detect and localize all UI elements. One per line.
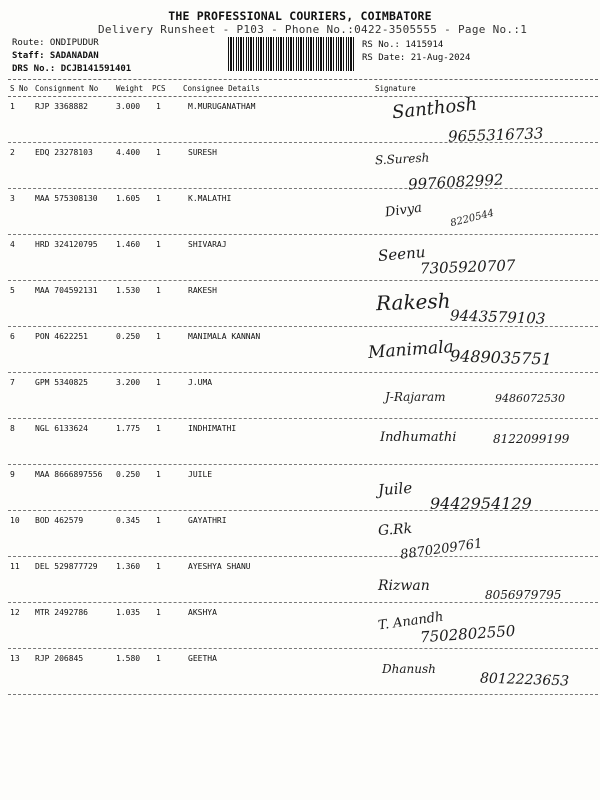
runsheet-subtitle: Delivery Runsheet - P103 - Phone No.:0422-3505555 - Page No.:1 xyxy=(98,23,528,36)
cell-sno: 13 xyxy=(10,654,20,663)
cell-weight: 3.000 xyxy=(116,102,141,111)
cell-weight: 1.035 xyxy=(116,608,141,617)
cell-pcs: 1 xyxy=(156,148,161,157)
col-sno: S No xyxy=(10,84,29,93)
cell-weight: 4.400 xyxy=(116,148,141,157)
rs-date: RS Date: 21-Aug-2024 xyxy=(362,53,471,63)
signature-name: J-Rajaram xyxy=(385,390,446,404)
rs-number: RS No.: 1415914 xyxy=(362,40,444,50)
signature-phone: 9442954129 xyxy=(430,494,532,513)
cell-consignee: M.MURUGANATHAM xyxy=(188,102,256,111)
cell-consignee: SURESH xyxy=(188,148,217,157)
drs-number: DRS No.: DCJB141591401 xyxy=(12,64,132,74)
col-consignment: Consignment No xyxy=(35,84,99,93)
cell-consignment: BOD 462579 xyxy=(35,516,84,525)
header-divider xyxy=(8,79,598,80)
cell-sno: 9 xyxy=(10,470,15,479)
cell-sno: 2 xyxy=(10,148,15,157)
col-consignee: Consignee Details xyxy=(183,84,260,93)
cell-sno: 4 xyxy=(10,240,15,249)
signature-name: Rizwan xyxy=(378,578,430,594)
cell-pcs: 1 xyxy=(156,562,161,571)
signature-name: Juile xyxy=(377,478,413,500)
cell-consignee: AKSHYA xyxy=(188,608,217,617)
cell-consignee: GAYATHRI xyxy=(188,516,227,525)
signature-phone: 8122099199 xyxy=(493,432,570,446)
signature-phone: 8220544 xyxy=(449,207,496,230)
signature-name: Seenu xyxy=(377,242,427,266)
cell-weight: 0.345 xyxy=(116,516,141,525)
row-divider xyxy=(8,602,598,603)
cell-weight: 0.250 xyxy=(116,332,141,341)
row-divider xyxy=(8,694,598,695)
cell-consignment: MAA 575308130 xyxy=(35,194,98,203)
cell-pcs: 1 xyxy=(156,194,161,203)
cell-sno: 11 xyxy=(10,562,20,571)
cell-weight: 1.460 xyxy=(116,240,141,249)
cell-consignment: MAA 8666897556 xyxy=(35,470,103,479)
col-pcs: PCS xyxy=(152,84,166,93)
cell-consignment: HRD 324120795 xyxy=(35,240,98,249)
cell-pcs: 1 xyxy=(156,102,161,111)
col-signature: Signature xyxy=(375,84,416,93)
cell-pcs: 1 xyxy=(156,332,161,341)
row-divider xyxy=(8,464,598,465)
cell-pcs: 1 xyxy=(156,470,161,479)
table-header xyxy=(0,84,600,96)
signature-phone: 7305920707 xyxy=(419,256,516,278)
table-header-divider xyxy=(8,96,598,97)
signature-phone: 7502802550 xyxy=(419,621,516,647)
cell-consignee: JUILE xyxy=(188,470,213,479)
barcode-image xyxy=(228,37,356,71)
cell-sno: 6 xyxy=(10,332,15,341)
cell-pcs: 1 xyxy=(156,654,161,663)
cell-sno: 5 xyxy=(10,286,15,295)
cell-pcs: 1 xyxy=(156,240,161,249)
cell-weight: 0.250 xyxy=(116,470,141,479)
signature-phone: 9655316733 xyxy=(447,124,544,146)
row-divider xyxy=(8,418,598,419)
cell-pcs: 1 xyxy=(156,378,161,387)
signature-name: Divya xyxy=(384,200,423,221)
row-divider xyxy=(8,188,598,189)
table-row xyxy=(0,191,600,237)
cell-sno: 7 xyxy=(10,378,15,387)
cell-consignment: NGL 6133624 xyxy=(35,424,88,433)
signature-name: T. Anandh xyxy=(377,609,445,634)
cell-consignee: INDHIMATHI xyxy=(188,424,237,433)
signature-name: G.Rk xyxy=(377,520,413,540)
signature-phone: 9443579103 xyxy=(449,306,546,328)
cell-sno: 10 xyxy=(10,516,20,525)
cell-consignment: RJP 206845 xyxy=(35,654,84,663)
signature-name: Indhumathi xyxy=(380,430,457,445)
signature-name: Santhosh xyxy=(391,93,479,124)
table-row xyxy=(0,513,600,559)
row-divider xyxy=(8,556,598,557)
row-divider xyxy=(8,280,598,281)
signature-name: Rakesh xyxy=(375,288,451,316)
signature-phone: 9486072530 xyxy=(495,392,565,405)
cell-consignment: MAA 704592131 xyxy=(35,286,98,295)
cell-consignment: GPM 5340825 xyxy=(35,378,88,387)
cell-weight: 1.580 xyxy=(116,654,141,663)
cell-consignee: AYESHYA SHANU xyxy=(188,562,251,571)
cell-consignee: RAKESH xyxy=(188,286,217,295)
signature-name: Dhanush xyxy=(382,662,436,676)
cell-weight: 1.605 xyxy=(116,194,141,203)
cell-consignment: EDQ 23278103 xyxy=(35,148,93,157)
cell-weight: 1.530 xyxy=(116,286,141,295)
cell-consignment: RJP 3368882 xyxy=(35,102,88,111)
signature-phone: 8012223653 xyxy=(479,670,570,690)
signature-phone: 8870209761 xyxy=(399,536,484,563)
cell-weight: 1.360 xyxy=(116,562,141,571)
signature-phone: 9489035751 xyxy=(449,346,553,369)
signature-name: Manimala xyxy=(367,337,455,363)
cell-sno: 1 xyxy=(10,102,15,111)
row-divider xyxy=(8,372,598,373)
row-divider xyxy=(8,234,598,235)
cell-consignee: SHIVARAJ xyxy=(188,240,227,249)
cell-weight: 1.775 xyxy=(116,424,141,433)
cell-sno: 3 xyxy=(10,194,15,203)
cell-consignee: MANIMALA KANNAN xyxy=(188,332,261,341)
cell-consignee: K.MALATHI xyxy=(188,194,232,203)
cell-pcs: 1 xyxy=(156,608,161,617)
row-divider xyxy=(8,648,598,649)
staff-label: Staff: SADANADAN xyxy=(12,51,99,61)
table-row xyxy=(0,145,600,191)
signature-phone: 8056979795 xyxy=(485,588,562,602)
route-label: Route: ONDIPUDUR xyxy=(12,38,99,48)
cell-weight: 3.200 xyxy=(116,378,141,387)
cell-consignment: PON 4622251 xyxy=(35,332,88,341)
cell-consignee: J.UMA xyxy=(188,378,213,387)
cell-consignment: MTR 2492786 xyxy=(35,608,88,617)
cell-consignment: DEL 529877729 xyxy=(35,562,98,571)
cell-consignee: GEETHA xyxy=(188,654,217,663)
col-weight: Weight xyxy=(116,84,144,93)
signature-phone: 9976082992 xyxy=(407,170,504,194)
cell-pcs: 1 xyxy=(156,424,161,433)
cell-sno: 8 xyxy=(10,424,15,433)
cell-sno: 12 xyxy=(10,608,20,617)
cell-pcs: 1 xyxy=(156,286,161,295)
company-title: THE PROFESSIONAL COURIERS, COIMBATORE xyxy=(168,9,432,23)
cell-pcs: 1 xyxy=(156,516,161,525)
signature-name: S.Suresh xyxy=(374,150,430,168)
